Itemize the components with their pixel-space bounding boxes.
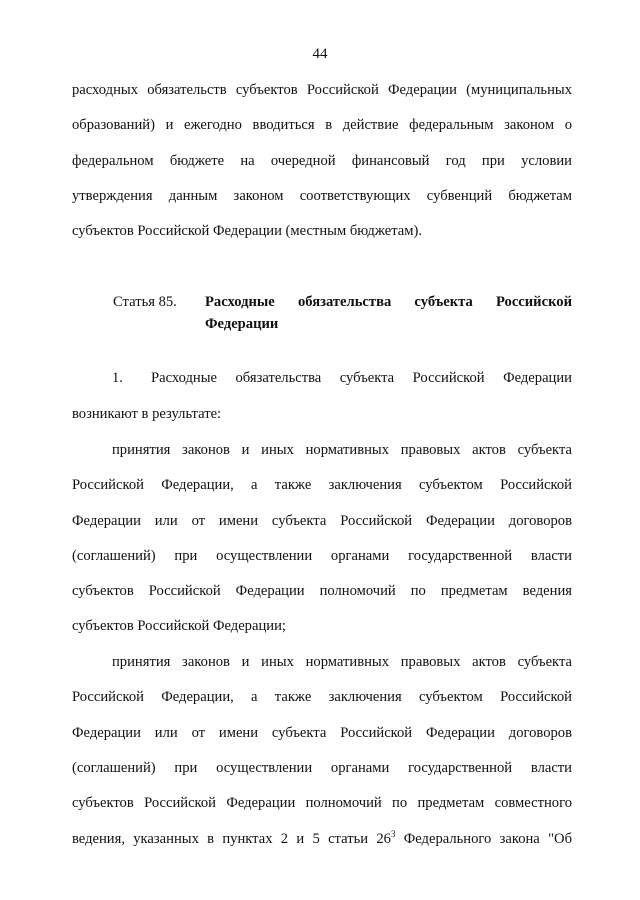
clause-line: (соглашений) при осуществлении органами государственной власти [72, 760, 572, 776]
clause-line: принятия законов и иных нормативных правовых актов субъекта [112, 654, 572, 670]
clause-line: субъектов Российской Федерации полномочий по предметам ведения [72, 583, 572, 599]
superscript: 3 [390, 829, 396, 840]
clause-line: субъектов Российской Федерации полномочий по предметам совместного [72, 795, 572, 811]
paragraph-line: федеральном бюджете на очередной финансовый год при условии [72, 153, 572, 169]
paragraph-line: утверждения данным законом соответствующих субвенций бюджетам [72, 188, 572, 204]
article-title: Расходные обязательства субъекта Российской [205, 294, 572, 310]
page-number: 44 [312, 46, 328, 62]
item-text: Расходные обязательства субъекта Российской Федерации [151, 370, 572, 386]
clause-line: Федерации или от имени субъекта Российской Федерации договоров [72, 725, 572, 741]
clause-line: субъектов Российской Федерации; [72, 618, 286, 634]
clause-line: Российской Федерации, а также заключения субъектом Российской [72, 689, 572, 705]
item-number: 1. [112, 370, 123, 386]
clause-line-last [72, 829, 572, 849]
clause-line: принятия законов и иных нормативных правовых актов субъекта [112, 442, 572, 458]
clause-line: Российской Федерации, а также заключения субъектом Российской [72, 477, 572, 493]
clause-text: ведения, указанных в пунктах 2 и 5 статьи 26 [72, 831, 391, 847]
paragraph-line: субъектов Российской Федерации (местным бюджетам). [72, 223, 422, 239]
paragraph-line: расходных обязательств субъектов Российской Федерации (муниципальных [72, 82, 572, 98]
article-label: Статья 85. [113, 294, 177, 310]
clause-line: Федерации или от имени субъекта Российской Федерации договоров [72, 513, 572, 529]
paragraph-line: образований) и ежегодно вводиться в действие федеральным законом о [72, 117, 572, 133]
clause-line: (соглашений) при осуществлении органами государственной власти [72, 548, 572, 564]
clause-text: Федерального закона "Об [395, 831, 572, 847]
item-text-continuation: возникают в результате: [72, 406, 222, 422]
article-title-continuation: Федерации [205, 316, 279, 332]
